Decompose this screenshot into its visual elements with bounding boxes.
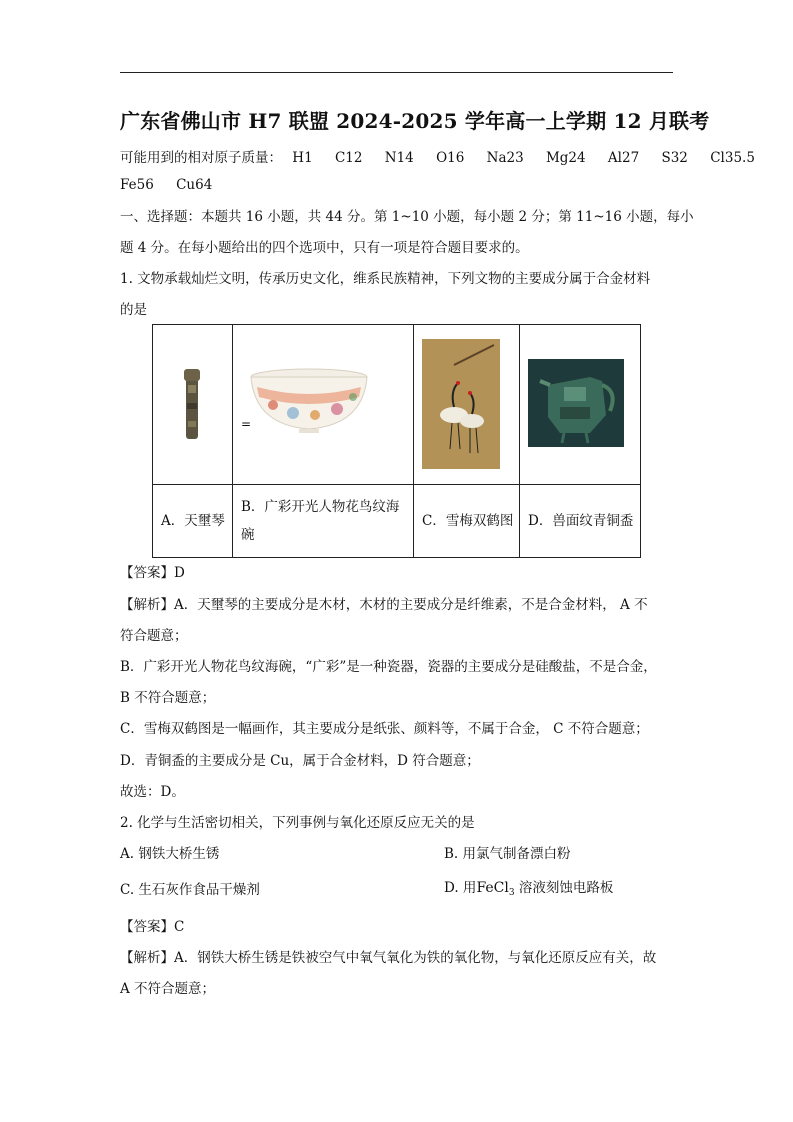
option-c-image [414, 325, 520, 485]
option-a-image [153, 325, 233, 485]
question-1-analysis: 【解析】A．天壐琴的主要成分是木材，木材的主要成分是纤维素，不是合金材料， A 不 [120, 597, 648, 613]
page-title: 广东省佛山市 H7 联盟 2024-2025 学年高一上学期 12 月联考 [120, 109, 710, 133]
question-1-stem-cont: 的是 [120, 302, 147, 318]
atom-mass: Fe56 [120, 177, 154, 193]
question-1-conclusion: 故选：D。 [120, 784, 185, 800]
option-b-image [233, 325, 414, 485]
atomic-mass-label: 可能用到的相对原子质量： [120, 150, 282, 166]
option-b-label-line2: 碗 [241, 527, 255, 543]
section-instructions: 一、选择题：本题共 16 小题，共 44 分。第 1~10 小题，每小题 2 分；第 11~16 小题，每小 [120, 209, 694, 225]
question-1-answer: 【答案】D [120, 565, 185, 581]
ancient-instrument-icon [153, 325, 232, 480]
header-rule [120, 72, 673, 73]
option-d-image [520, 325, 641, 485]
question-2-answer: 【答案】C [120, 919, 185, 935]
atom-mass: S32 [661, 150, 688, 166]
option-b-label [233, 485, 414, 558]
question-2-option-b: B. 用氯气制备漂白粉 [444, 846, 571, 862]
atomic-mass-line-2 [120, 177, 230, 193]
atom-mass: Na23 [486, 150, 524, 166]
question-1-analysis: B 不符合题意； [120, 690, 216, 706]
bronze-vessel-icon [520, 325, 640, 480]
question-1-stem: 1. 文物承载灿烂文明，传承历史文化，维系民族精神，下列文物的主要成分属于合金材料 [120, 271, 651, 287]
question-2-stem: 2. 化学与生活密切相关，下列事例与氧化还原反应无关的是 [120, 815, 475, 831]
question-1-options-table [152, 324, 641, 558]
question-2-option-d [444, 879, 613, 902]
question-1-analysis: D．青铜盉的主要成分是 Cu，属于合金材料，D 符合题意； [120, 753, 480, 769]
chemical-formula: FeCl [476, 880, 509, 896]
atom-mass: Cl35.5 [710, 150, 755, 166]
question-1-analysis: 符合题意； [120, 628, 188, 644]
atom-mass: Al27 [607, 150, 640, 166]
atom-mass: C12 [334, 150, 363, 166]
atom-mass: O16 [436, 150, 465, 166]
question-2-option-a: A. 钢铁大桥生锈 [120, 846, 220, 862]
question-2-option-c: C. 生石灰作食品干燥剂 [120, 882, 260, 898]
atom-mass: N14 [384, 150, 414, 166]
atom-mass: Mg24 [545, 150, 586, 166]
porcelain-bowl-icon [233, 325, 413, 480]
question-1-analysis: B．广彩开光人物花鸟纹海碗，“广彩”是一种瓷器，瓷器的主要成分是硅酸盐，不是合金， [120, 659, 657, 675]
option-b-mark: = [241, 417, 252, 431]
option-d-suffix: 溶液刻蚀电路板 [514, 880, 614, 896]
option-c-label: C．雪梅双鹤图 [414, 485, 520, 558]
section-instructions-cont: 题 4 分。在每小题给出的四个选项中，只有一项是符合题目要求的。 [120, 240, 529, 256]
atom-mass: Cu64 [176, 177, 213, 193]
question-1-analysis: C．雪梅双鹤图是一幅画作，其主要成分是纸张、颜料等，不属于合金， C 不符合题意； [120, 721, 649, 737]
crane-painting-icon [414, 325, 519, 480]
atomic-mass-line [120, 146, 755, 166]
option-d-prefix: D. 用 [444, 880, 477, 896]
question-2-analysis: 【解析】A．钢铁大桥生锈是铁被空气中氧气氧化为铁的氧化物，与氧化还原反应有关，故 [120, 950, 657, 966]
option-d-label: D．兽面纹青铜盉 [520, 485, 641, 558]
formula-subscript: 3 [508, 888, 515, 898]
option-b-label-line1: B．广彩开光人物花鸟纹海 [241, 499, 400, 515]
option-a-label: A．天壐琴 [153, 485, 233, 558]
atom-mass: H1 [292, 150, 313, 166]
question-2-analysis-cont: A 不符合题意； [120, 981, 216, 997]
